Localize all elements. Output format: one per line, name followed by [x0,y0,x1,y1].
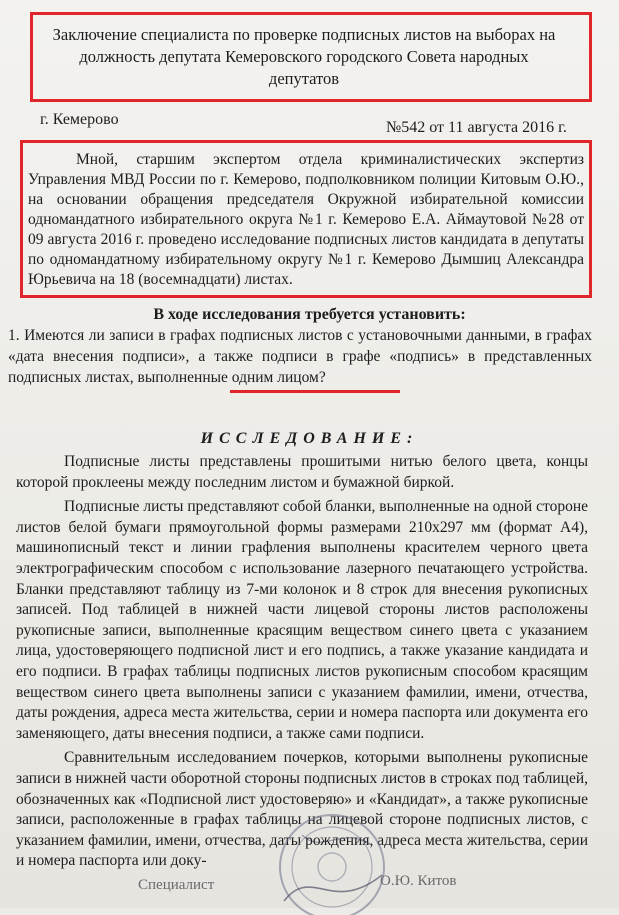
question-heading: В ходе исследования требуется установить: [153,306,466,323]
research-paragraph-1: Подписные листы представлены прошитыми нитью белого цвета, концы которой проклеены между последним листом и бумажной биркой. [16,453,588,491]
research-heading: ИССЛЕДОВАНИЕ: [200,430,419,447]
red-underline [230,390,400,393]
question-text: 1. Имеются ли записи в графах подписных листов с установочными данными, в графах «дата внесения подписи», а также подписи в графе «подпись» в представленных подписных листах, выполненные одним лицом? [8,327,592,386]
signature-name: О.Ю. Китов [380,873,457,889]
round-seal-icon [262,805,402,915]
intro-paragraph: Мной, старшим экспертом отдела криминалистических экспертиз Управления МВД России по г. Кемерово, подполковником полиции Китовым О.Ю., на основании обращения председателя Окружной избирательной комиссии одномандатного избирательного округа №1 г. Кемерово Е.А. Аймаутовой №28 от 09 августа 2016 г. проведено исследование подписных листов кандидата в депутаты по одномандатному избирательному округу №1 г. Кемерово Дымшиц Александра Юрьевича на 18 (восемнадцати) листах. [28,151,584,288]
signature-label: Специалист [138,877,215,893]
research-paragraph-3: Сравнительным исследованием почерков, которыми выполнены рукописные записи в нижней части оборотной стороны подписных листов в строках под таблицей, обозначенных как «Подписной лист удостоверяю» и «Кандидат», а также рукописные записи, расположенные в графах таблицы на лицевой стороне подписных листов, с указанием фамилии, имени, отчества, даты рождения, адреса места жительства, серии и номера паспорта или доку- [16,749,588,870]
document-title: Заключение специалиста по проверке подписных листов на выборах на должность депутата Кемеровского городского Совета народных депутатов [52,25,556,88]
city: г. Кемерово [40,111,119,128]
research-paragraph-2: Подписные листы представляют собой бланки, выполненные на одной стороне листов белой бумаги прямоугольной формы размерами 210х297 мм (формат А4), машинописный текст и линии графления выполнены красителем черного цвета электрографическим способом с использование лазерного печатающего устройства. Бланки представляют таблицу из 7-ми колонок и 8 строк для внесения рукописных записей. Под таблицей в нижней части лицевой стороны листов расположены рукописные записи, выполненные красящим веществом синего цвета с указанием лица, удостоверяющего подписной лист и его подпись, а также указание кандидата и его подписи. В графах таблицы подписных листов рукописным способом красящим веществом синего цвета выполнены записи с указанием фамилии, имени, отчества, даты рождения, адреса места жительства, серии и номера паспорта или документа его заменяющего, даты внесения подписи, а также сами подписи. [16,498,588,742]
document-number-date: №542 от 11 августа 2016 г. [386,119,567,136]
